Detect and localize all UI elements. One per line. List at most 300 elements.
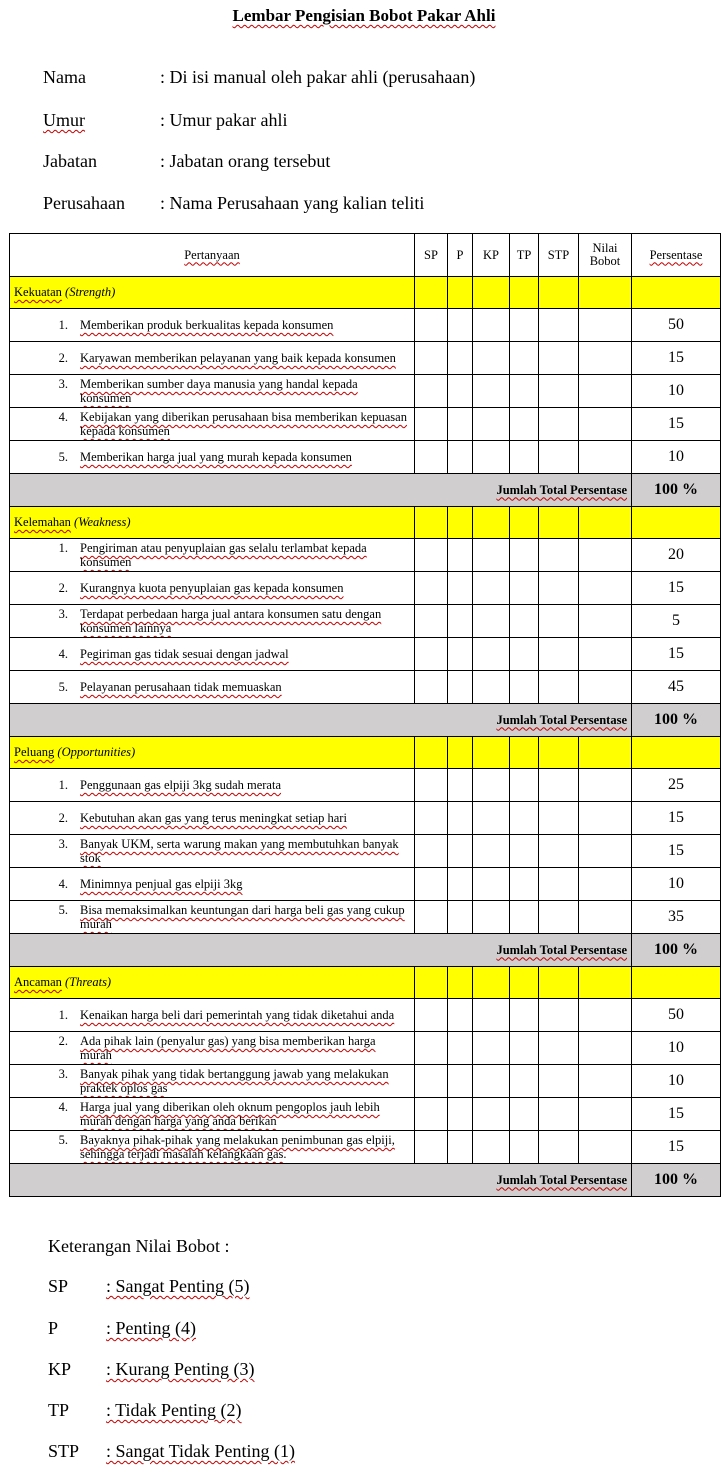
- input-cell-stp[interactable]: [539, 1131, 579, 1164]
- input-cell-kp[interactable]: [473, 769, 510, 802]
- section-empty-cell: [579, 507, 632, 539]
- question: [14, 837, 410, 865]
- section-header-row: [10, 277, 721, 309]
- input-cell-tp[interactable]: [510, 408, 539, 441]
- table-row: [10, 572, 721, 605]
- question-cell: [10, 605, 415, 638]
- question-cell: [10, 868, 415, 901]
- section-empty-cell: [415, 967, 448, 999]
- input-cell-stp[interactable]: [539, 1098, 579, 1131]
- input-cell-p[interactable]: [448, 605, 473, 638]
- question-cell: [10, 1131, 415, 1164]
- total-row: [10, 704, 721, 737]
- question-text: Pelayanan perusahaan tidak memuaskan: [80, 680, 282, 694]
- section-empty-cell: [448, 967, 473, 999]
- section-empty-cell: [539, 277, 579, 309]
- input-cell-sp[interactable]: [415, 1131, 448, 1164]
- question-text: Kurangnya kuota penyuplaian gas kepada konsumen: [80, 581, 344, 595]
- question-number: 4.: [58, 647, 68, 661]
- question-text: Memberikan sumber daya manusia yang handal kepada konsumen: [80, 377, 358, 405]
- header-pertanyaan: Pertanyaan: [10, 234, 415, 277]
- input-cell-p[interactable]: [448, 309, 473, 342]
- table-row: [10, 769, 721, 802]
- input-cell-tp[interactable]: [510, 769, 539, 802]
- input-cell-p[interactable]: [448, 1098, 473, 1131]
- table-row: [10, 441, 721, 474]
- input-cell-nilai-bobot[interactable]: [579, 835, 632, 868]
- section-english: (Opportunities): [57, 745, 136, 759]
- question-cell: [10, 375, 415, 408]
- percentage-cell: 35: [632, 901, 721, 934]
- input-cell-sp[interactable]: [415, 1098, 448, 1131]
- percentage-cell: 10: [632, 1065, 721, 1098]
- input-cell-sp[interactable]: [415, 868, 448, 901]
- table-header-row: [10, 234, 721, 277]
- input-cell-nilai-bobot[interactable]: [579, 539, 632, 572]
- input-cell-kp[interactable]: [473, 999, 510, 1032]
- input-cell-p[interactable]: [448, 1131, 473, 1164]
- input-cell-stp[interactable]: [539, 342, 579, 375]
- question-cell: [10, 539, 415, 572]
- question-cell: [10, 1065, 415, 1098]
- input-cell-stp[interactable]: [539, 1065, 579, 1098]
- input-cell-p[interactable]: [448, 1032, 473, 1065]
- header-p: P: [448, 234, 473, 277]
- question-number: 5.: [58, 680, 68, 694]
- section-empty-cell: [473, 737, 510, 769]
- input-cell-nilai-bobot[interactable]: [579, 769, 632, 802]
- input-cell-sp[interactable]: [415, 638, 448, 671]
- input-cell-tp[interactable]: [510, 441, 539, 474]
- table-row: [10, 1131, 721, 1164]
- header-stp: STP: [539, 234, 579, 277]
- input-cell-sp[interactable]: [415, 342, 448, 375]
- question-text: Terdapat perbedaan harga jual antara konsumen satu dengan konsumen lainnya: [80, 607, 382, 635]
- input-cell-tp[interactable]: [510, 309, 539, 342]
- question: [14, 903, 410, 931]
- input-cell-nilai-bobot[interactable]: [579, 375, 632, 408]
- question-number: 3.: [58, 607, 68, 621]
- input-cell-p[interactable]: [448, 999, 473, 1032]
- percentage-cell: 20: [632, 539, 721, 572]
- question-text: Karyawan memberikan pelayanan yang baik kepada konsumen: [80, 351, 396, 365]
- question-cell: [10, 1032, 415, 1065]
- legend-desc: : Sangat Tidak Penting (1): [106, 1441, 296, 1461]
- question: [14, 1100, 410, 1128]
- input-cell-kp[interactable]: [473, 408, 510, 441]
- table-row: [10, 868, 721, 901]
- input-cell-sp[interactable]: [415, 309, 448, 342]
- input-cell-p[interactable]: [448, 375, 473, 408]
- header-sp: SP: [415, 234, 448, 277]
- input-cell-nilai-bobot[interactable]: [579, 1032, 632, 1065]
- question-text: Kenaikan harga beli dari pemerintah yang tidak diketahui anda: [80, 1008, 395, 1022]
- input-cell-kp[interactable]: [473, 802, 510, 835]
- question: [14, 877, 410, 891]
- info-value: : Umur pakar ahli: [160, 110, 288, 130]
- percentage-cell: 15: [632, 408, 721, 441]
- question: [14, 377, 410, 405]
- input-cell-tp[interactable]: [510, 375, 539, 408]
- question-number: 4.: [58, 1100, 68, 1114]
- input-cell-p[interactable]: [448, 342, 473, 375]
- input-cell-tp[interactable]: [510, 572, 539, 605]
- section-title: [10, 737, 415, 769]
- info-label: Umur: [43, 110, 85, 130]
- question-text: Banyak pihak yang tidak bertanggung jawab yang melakukan praktek oplos gas: [80, 1067, 389, 1095]
- percentage-cell: 25: [632, 769, 721, 802]
- total-label-cell: [10, 1164, 632, 1197]
- input-cell-nilai-bobot[interactable]: [579, 1065, 632, 1098]
- section-english: (Threats): [65, 975, 112, 989]
- input-cell-tp[interactable]: [510, 868, 539, 901]
- section-empty-cell: [448, 737, 473, 769]
- total-label: Jumlah Total Persentase: [496, 712, 627, 727]
- input-cell-p[interactable]: [448, 901, 473, 934]
- question-text: Penggunaan gas elpiji 3kg sudah merata: [80, 778, 281, 792]
- question: [14, 541, 410, 569]
- section-empty-cell: [415, 507, 448, 539]
- input-cell-stp[interactable]: [539, 441, 579, 474]
- input-cell-p[interactable]: [448, 539, 473, 572]
- question-text: Ada pihak lain (penyalur gas) yang bisa memberikan harga murah: [80, 1034, 376, 1062]
- input-cell-stp[interactable]: [539, 605, 579, 638]
- input-cell-nilai-bobot[interactable]: [579, 1131, 632, 1164]
- percentage-cell: 50: [632, 999, 721, 1032]
- question: [14, 318, 410, 332]
- section-empty-cell: [539, 967, 579, 999]
- question-text: Banyak UKM, serta warung makan yang membutuhkan banyak stok: [80, 837, 399, 865]
- info-value: : Nama Perusahaan yang kalian teliti: [160, 193, 425, 213]
- input-cell-tp[interactable]: [510, 1131, 539, 1164]
- question: [14, 1133, 410, 1161]
- section-empty-cell: [510, 967, 539, 999]
- input-cell-nilai-bobot[interactable]: [579, 605, 632, 638]
- section-empty-cell: [579, 737, 632, 769]
- section-empty-cell: [539, 507, 579, 539]
- total-row: [10, 1164, 721, 1197]
- percentage-cell: 15: [632, 572, 721, 605]
- input-cell-kp[interactable]: [473, 1131, 510, 1164]
- question: [14, 811, 410, 825]
- section-empty-cell: [510, 507, 539, 539]
- section-name: Peluang: [14, 745, 55, 759]
- legend-code: KP: [48, 1359, 72, 1379]
- question-number: 5.: [58, 450, 68, 464]
- legend-desc: : Penting (4): [106, 1318, 196, 1338]
- input-cell-sp[interactable]: [415, 769, 448, 802]
- table-row: [10, 539, 721, 572]
- question-text: Memberikan produk berkualitas kepada konsumen: [80, 318, 334, 332]
- input-cell-tp[interactable]: [510, 802, 539, 835]
- question-text: Minimnya penjual gas elpiji 3kg: [80, 877, 243, 891]
- section-title: [10, 277, 415, 309]
- input-cell-kp[interactable]: [473, 868, 510, 901]
- input-cell-nilai-bobot[interactable]: [579, 441, 632, 474]
- input-cell-kp[interactable]: [473, 1032, 510, 1065]
- percentage-cell: 15: [632, 802, 721, 835]
- legend-desc: : Sangat Penting (5): [106, 1276, 250, 1296]
- question-number: 3.: [58, 1067, 68, 1081]
- question: [14, 778, 410, 792]
- input-cell-stp[interactable]: [539, 999, 579, 1032]
- input-cell-p[interactable]: [448, 408, 473, 441]
- question-number: 4.: [58, 410, 68, 424]
- input-cell-sp[interactable]: [415, 572, 448, 605]
- section-empty-cell: [415, 277, 448, 309]
- header-persentase: Persentase: [632, 234, 721, 277]
- percentage-cell: 15: [632, 835, 721, 868]
- question-cell: [10, 999, 415, 1032]
- input-cell-stp[interactable]: [539, 572, 579, 605]
- section-empty-cell: [448, 277, 473, 309]
- question-number: 2.: [58, 581, 68, 595]
- input-cell-sp[interactable]: [415, 999, 448, 1032]
- input-cell-sp[interactable]: [415, 835, 448, 868]
- section-name: Kekuatan: [14, 285, 62, 299]
- table-row: [10, 1065, 721, 1098]
- percentage-cell: 15: [632, 1098, 721, 1131]
- input-cell-tp[interactable]: [510, 539, 539, 572]
- input-cell-p[interactable]: [448, 671, 473, 704]
- input-cell-p[interactable]: [448, 572, 473, 605]
- question-cell: [10, 671, 415, 704]
- info-label: Perusahaan: [43, 193, 125, 213]
- input-cell-kp[interactable]: [473, 671, 510, 704]
- input-cell-tp[interactable]: [510, 999, 539, 1032]
- input-cell-p[interactable]: [448, 441, 473, 474]
- input-cell-nilai-bobot[interactable]: [579, 999, 632, 1032]
- section-empty-cell: [579, 967, 632, 999]
- input-cell-stp[interactable]: [539, 671, 579, 704]
- section-name: Kelemahan: [14, 515, 71, 529]
- section-title: [10, 967, 415, 999]
- section-empty-cell: [632, 737, 721, 769]
- total-label: Jumlah Total Persentase: [496, 942, 627, 957]
- input-cell-sp[interactable]: [415, 1065, 448, 1098]
- section-header-row: [10, 967, 721, 999]
- input-cell-kp[interactable]: [473, 638, 510, 671]
- input-cell-stp[interactable]: [539, 868, 579, 901]
- percentage-cell: 10: [632, 868, 721, 901]
- input-cell-kp[interactable]: [473, 375, 510, 408]
- total-label-cell: [10, 474, 632, 507]
- section-empty-cell: [473, 507, 510, 539]
- question-text: Harga jual yang diberikan oleh oknum pengoplos jauh lebih murah dengan harga yang anda berikan: [80, 1100, 380, 1128]
- question-number: 1.: [58, 778, 68, 792]
- input-cell-tp[interactable]: [510, 342, 539, 375]
- question-cell: [10, 441, 415, 474]
- question-cell: [10, 408, 415, 441]
- input-cell-p[interactable]: [448, 802, 473, 835]
- section-empty-cell: [539, 737, 579, 769]
- input-cell-tp[interactable]: [510, 1065, 539, 1098]
- question: [14, 581, 410, 595]
- legend-code: P: [48, 1318, 59, 1338]
- info-label: Jabatan: [43, 151, 97, 171]
- table-row: [10, 802, 721, 835]
- question-cell: [10, 802, 415, 835]
- question-cell: [10, 901, 415, 934]
- total-row: [10, 934, 721, 967]
- question-cell: [10, 572, 415, 605]
- input-cell-stp[interactable]: [539, 408, 579, 441]
- question-number: 2.: [58, 811, 68, 825]
- input-cell-sp[interactable]: [415, 901, 448, 934]
- question-text: Pengiriman atau penyuplaian gas selalu terlambat kepada konsumen: [80, 541, 367, 569]
- total-row: [10, 474, 721, 507]
- input-cell-tp[interactable]: [510, 605, 539, 638]
- input-cell-sp[interactable]: [415, 1032, 448, 1065]
- input-cell-tp[interactable]: [510, 835, 539, 868]
- percentage-cell: 15: [632, 1131, 721, 1164]
- input-cell-kp[interactable]: [473, 441, 510, 474]
- header-kp: KP: [473, 234, 510, 277]
- input-cell-sp[interactable]: [415, 441, 448, 474]
- legend-code: TP: [48, 1400, 70, 1420]
- input-cell-stp[interactable]: [539, 638, 579, 671]
- question-cell: [10, 342, 415, 375]
- legend-desc: : Kurang Penting (3): [106, 1359, 255, 1379]
- section-english: (Weakness): [74, 515, 131, 529]
- input-cell-sp[interactable]: [415, 671, 448, 704]
- section-english: (Strength): [65, 285, 116, 299]
- question-cell: [10, 638, 415, 671]
- percentage-cell: 10: [632, 1032, 721, 1065]
- input-cell-tp[interactable]: [510, 901, 539, 934]
- question: [14, 1008, 410, 1022]
- total-value: 100 %: [632, 474, 721, 507]
- question-number: 1.: [58, 541, 68, 555]
- question: [14, 410, 410, 438]
- input-cell-tp[interactable]: [510, 671, 539, 704]
- input-cell-sp[interactable]: [415, 375, 448, 408]
- input-cell-kp[interactable]: [473, 1065, 510, 1098]
- percentage-cell: 10: [632, 441, 721, 474]
- section-empty-cell: [579, 277, 632, 309]
- input-cell-stp[interactable]: [539, 835, 579, 868]
- input-cell-sp[interactable]: [415, 802, 448, 835]
- input-cell-p[interactable]: [448, 769, 473, 802]
- question-number: 5.: [58, 903, 68, 917]
- question-text: Bayaknya pihak-pihak yang melakukan penimbunan gas elpiji, sehingga terjadi masalah kelangkaan gas.: [80, 1133, 395, 1161]
- input-cell-nilai-bobot[interactable]: [579, 868, 632, 901]
- input-cell-p[interactable]: [448, 835, 473, 868]
- header-tp: TP: [510, 234, 539, 277]
- question-cell: [10, 1098, 415, 1131]
- weight-table: [9, 233, 721, 1197]
- input-cell-stp[interactable]: [539, 802, 579, 835]
- input-cell-sp[interactable]: [415, 408, 448, 441]
- input-cell-sp[interactable]: [415, 605, 448, 638]
- total-value: 100 %: [632, 704, 721, 737]
- question-number: 5.: [58, 1133, 68, 1147]
- question-text: Bisa memaksimalkan keuntungan dari harga beli gas yang cukup murah: [80, 903, 405, 931]
- question: [14, 351, 410, 365]
- table-row: [10, 999, 721, 1032]
- section-empty-cell: [632, 967, 721, 999]
- question: [14, 1034, 410, 1062]
- input-cell-nilai-bobot[interactable]: [579, 901, 632, 934]
- input-cell-stp[interactable]: [539, 901, 579, 934]
- input-cell-kp[interactable]: [473, 572, 510, 605]
- input-cell-tp[interactable]: [510, 638, 539, 671]
- legend-code: SP: [48, 1276, 69, 1296]
- percentage-cell: 15: [632, 638, 721, 671]
- input-cell-stp[interactable]: [539, 309, 579, 342]
- table-row: [10, 309, 721, 342]
- input-cell-stp[interactable]: [539, 375, 579, 408]
- percentage-cell: 45: [632, 671, 721, 704]
- total-label-cell: [10, 704, 632, 737]
- section-empty-cell: [448, 507, 473, 539]
- input-cell-kp[interactable]: [473, 539, 510, 572]
- input-cell-p[interactable]: [448, 638, 473, 671]
- input-cell-tp[interactable]: [510, 1032, 539, 1065]
- question-text: Kebutuhan akan gas yang terus meningkat setiap hari: [80, 811, 347, 825]
- info-label: Nama: [43, 67, 86, 87]
- input-cell-nilai-bobot[interactable]: [579, 802, 632, 835]
- table-row: [10, 1032, 721, 1065]
- input-cell-stp[interactable]: [539, 1032, 579, 1065]
- info-value: : Jabatan orang tersebut: [160, 151, 331, 171]
- question-number: 2.: [58, 351, 68, 365]
- input-cell-kp[interactable]: [473, 1098, 510, 1131]
- input-cell-kp[interactable]: [473, 342, 510, 375]
- input-cell-nilai-bobot[interactable]: [579, 1098, 632, 1131]
- input-cell-kp[interactable]: [473, 901, 510, 934]
- input-cell-nilai-bobot[interactable]: [579, 572, 632, 605]
- question-number: 1.: [58, 1008, 68, 1022]
- section-empty-cell: [632, 277, 721, 309]
- input-cell-nilai-bobot[interactable]: [579, 671, 632, 704]
- input-cell-p[interactable]: [448, 868, 473, 901]
- input-cell-stp[interactable]: [539, 539, 579, 572]
- input-cell-tp[interactable]: [510, 1098, 539, 1131]
- input-cell-nilai-bobot[interactable]: [579, 309, 632, 342]
- table-row: [10, 408, 721, 441]
- input-cell-nilai-bobot[interactable]: [579, 342, 632, 375]
- legend-heading: Keterangan Nilai Bobot :: [48, 1236, 230, 1256]
- input-cell-p[interactable]: [448, 1065, 473, 1098]
- input-cell-kp[interactable]: [473, 605, 510, 638]
- input-cell-kp[interactable]: [473, 309, 510, 342]
- input-cell-nilai-bobot[interactable]: [579, 408, 632, 441]
- table-row: [10, 342, 721, 375]
- question: [14, 450, 410, 464]
- legend-code: STP: [48, 1441, 80, 1461]
- question-text: Kebijakan yang diberikan perusahaan bisa memberikan kepuasan kepada konsumen: [80, 410, 407, 438]
- input-cell-stp[interactable]: [539, 769, 579, 802]
- question-cell: [10, 769, 415, 802]
- question-number: 4.: [58, 877, 68, 891]
- total-label: Jumlah Total Persentase: [496, 1172, 627, 1187]
- table-row: [10, 638, 721, 671]
- section-empty-cell: [632, 507, 721, 539]
- total-label-cell: [10, 934, 632, 967]
- question-text: Memberikan harga jual yang murah kepada konsumen: [80, 450, 352, 464]
- table-row: [10, 835, 721, 868]
- question-number: 1.: [58, 318, 68, 332]
- input-cell-sp[interactable]: [415, 539, 448, 572]
- question-number: 3.: [58, 377, 68, 391]
- section-title: [10, 507, 415, 539]
- section-empty-cell: [473, 967, 510, 999]
- input-cell-kp[interactable]: [473, 835, 510, 868]
- question-text: Pegiriman gas tidak sesuai dengan jadwal: [80, 647, 289, 661]
- input-cell-nilai-bobot[interactable]: [579, 638, 632, 671]
- percentage-cell: 15: [632, 342, 721, 375]
